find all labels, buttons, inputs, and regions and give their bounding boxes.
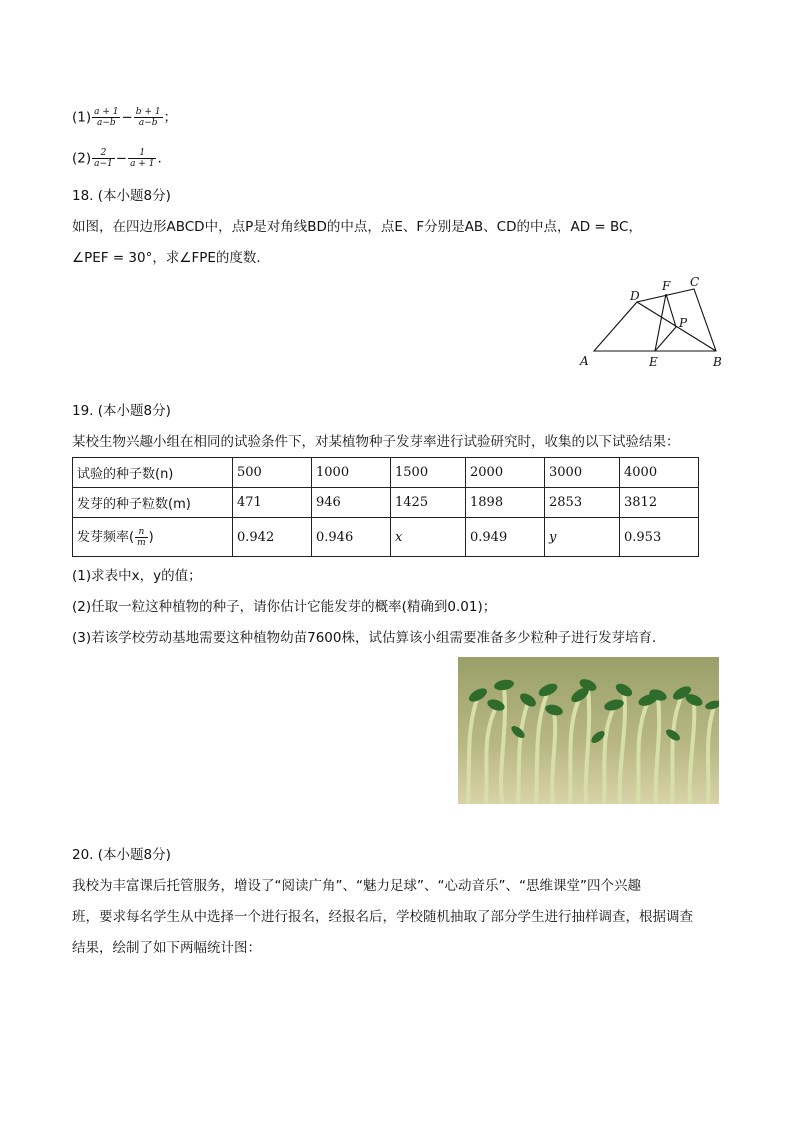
table-cell: 1898 <box>466 488 545 518</box>
q18-text-line-1: 如图，在四边形ABCD中，点P是对角线BD的中点，点E、F分别是AB、CD的中点，AD = BC， <box>72 219 642 235</box>
table-cell: 500 <box>233 458 312 488</box>
fraction-denominator: a−1 <box>94 159 113 169</box>
label-b: B <box>713 355 722 369</box>
segment-ef <box>655 294 666 351</box>
minus-sign: − <box>115 150 128 167</box>
table-cell: 946 <box>312 488 391 518</box>
seedlings-photo <box>458 657 719 804</box>
fraction-denominator: a−b <box>96 118 116 128</box>
fraction-numerator: n <box>135 527 148 538</box>
q19-sub1: (1)求表中x，y的值； <box>72 568 202 584</box>
q19-sub3: (3)若该学校劳动基地需要这种植物幼苗7600株，试估算该小组需要准备多少粒种子进行发芽培育． <box>72 630 666 646</box>
q19-sub2: (2)任取一粒这种植物的种子，请你估计它能发芽的概率(精确到0.01)； <box>72 599 497 615</box>
q17-part2-fraction-2 <box>128 148 156 169</box>
table-cell-unknown-y: y <box>545 518 620 557</box>
label-text: ) <box>148 530 154 545</box>
q18-header: 18. (本小题8分) <box>72 188 171 204</box>
label-a: A <box>580 354 589 368</box>
q17-part1-fraction-1 <box>92 107 120 128</box>
q17-part1-label: (1) <box>72 109 92 126</box>
segment-ep <box>655 327 676 351</box>
q19-intro: 某校生物兴趣小组在相同的试验条件下，对某植物种子发芽率进行试验研究时，收集的以下试验结果： <box>72 434 680 450</box>
table-cell: 1000 <box>312 458 391 488</box>
fraction-numerator: 2 <box>92 148 115 159</box>
table-cell: 1500 <box>391 458 466 488</box>
label-p: P <box>679 316 688 330</box>
table-cell: 2000 <box>466 458 545 488</box>
label-c: C <box>690 275 700 289</box>
table-cell-unknown-x: x <box>391 518 466 557</box>
table-row <box>73 488 699 518</box>
q20-header: 20. (本小题8分) <box>72 847 171 863</box>
table-cell: 471 <box>233 488 312 518</box>
fraction-denominator: m <box>137 538 146 548</box>
label-f: F <box>662 279 671 293</box>
row-label-germination-rate <box>73 518 233 557</box>
minus-sign: − <box>121 109 133 126</box>
table-cell: 3000 <box>545 458 620 488</box>
table-row <box>73 458 699 488</box>
table-cell: 0.949 <box>466 518 545 557</box>
q17-part1 <box>72 107 177 128</box>
fraction-numerator: b + 1 <box>135 107 161 117</box>
q20-text-line-2: 班，要求每名学生从中选择一个进行报名，经报名后，学校随机抽取了部分学生进行抽样调查，根据调查 <box>72 909 693 925</box>
segment-fp <box>666 294 676 327</box>
q17-part2-fraction-1 <box>92 148 115 169</box>
table-cell: 0.953 <box>620 518 699 557</box>
row-label-germinated-count: 发芽的种子粒数(m) <box>73 488 233 518</box>
table-cell: 3812 <box>620 488 699 518</box>
q17-part2 <box>72 148 162 169</box>
q20-text-line-1: 我校为丰富课后托管服务，增设了“阅读广角”、“魅力足球”、“心动音乐”、“思维课堂”四个兴趣 <box>72 878 641 894</box>
quadrilateral-figure <box>578 272 728 372</box>
fraction-numerator: 1 <box>128 148 156 159</box>
table-cell: 0.946 <box>312 518 391 557</box>
q20-text-line-3: 结果，绘制了如下两幅统计图： <box>72 940 261 956</box>
row-label-seed-count: 试验的种子数(n) <box>73 458 233 488</box>
germination-table <box>72 457 699 557</box>
table-cell: 2853 <box>545 488 620 518</box>
table-cell: 0.942 <box>233 518 312 557</box>
punctuation: ； <box>163 109 178 126</box>
q19-header: 19. (本小题8分) <box>72 403 171 419</box>
table-cell: 1425 <box>391 488 466 518</box>
diagonal-bd <box>637 302 716 351</box>
q17-part2-label: (2) <box>72 150 92 167</box>
q17-part1-fraction-2 <box>134 107 163 128</box>
label-e: E <box>649 355 658 369</box>
table-cell: 4000 <box>620 458 699 488</box>
quadrilateral-abcd <box>594 289 716 351</box>
label-d: D <box>630 289 640 303</box>
fraction-denominator: a + 1 <box>130 159 155 169</box>
rate-fraction <box>135 527 148 548</box>
punctuation: . <box>157 150 162 167</box>
table-row <box>73 518 699 557</box>
fraction-denominator: a−b <box>138 118 158 128</box>
fraction-numerator: a + 1 <box>94 107 119 117</box>
q18-text-line-2: ∠PEF = 30°，求∠FPE的度数． <box>72 250 270 266</box>
label-text: 发芽频率( <box>77 530 135 545</box>
